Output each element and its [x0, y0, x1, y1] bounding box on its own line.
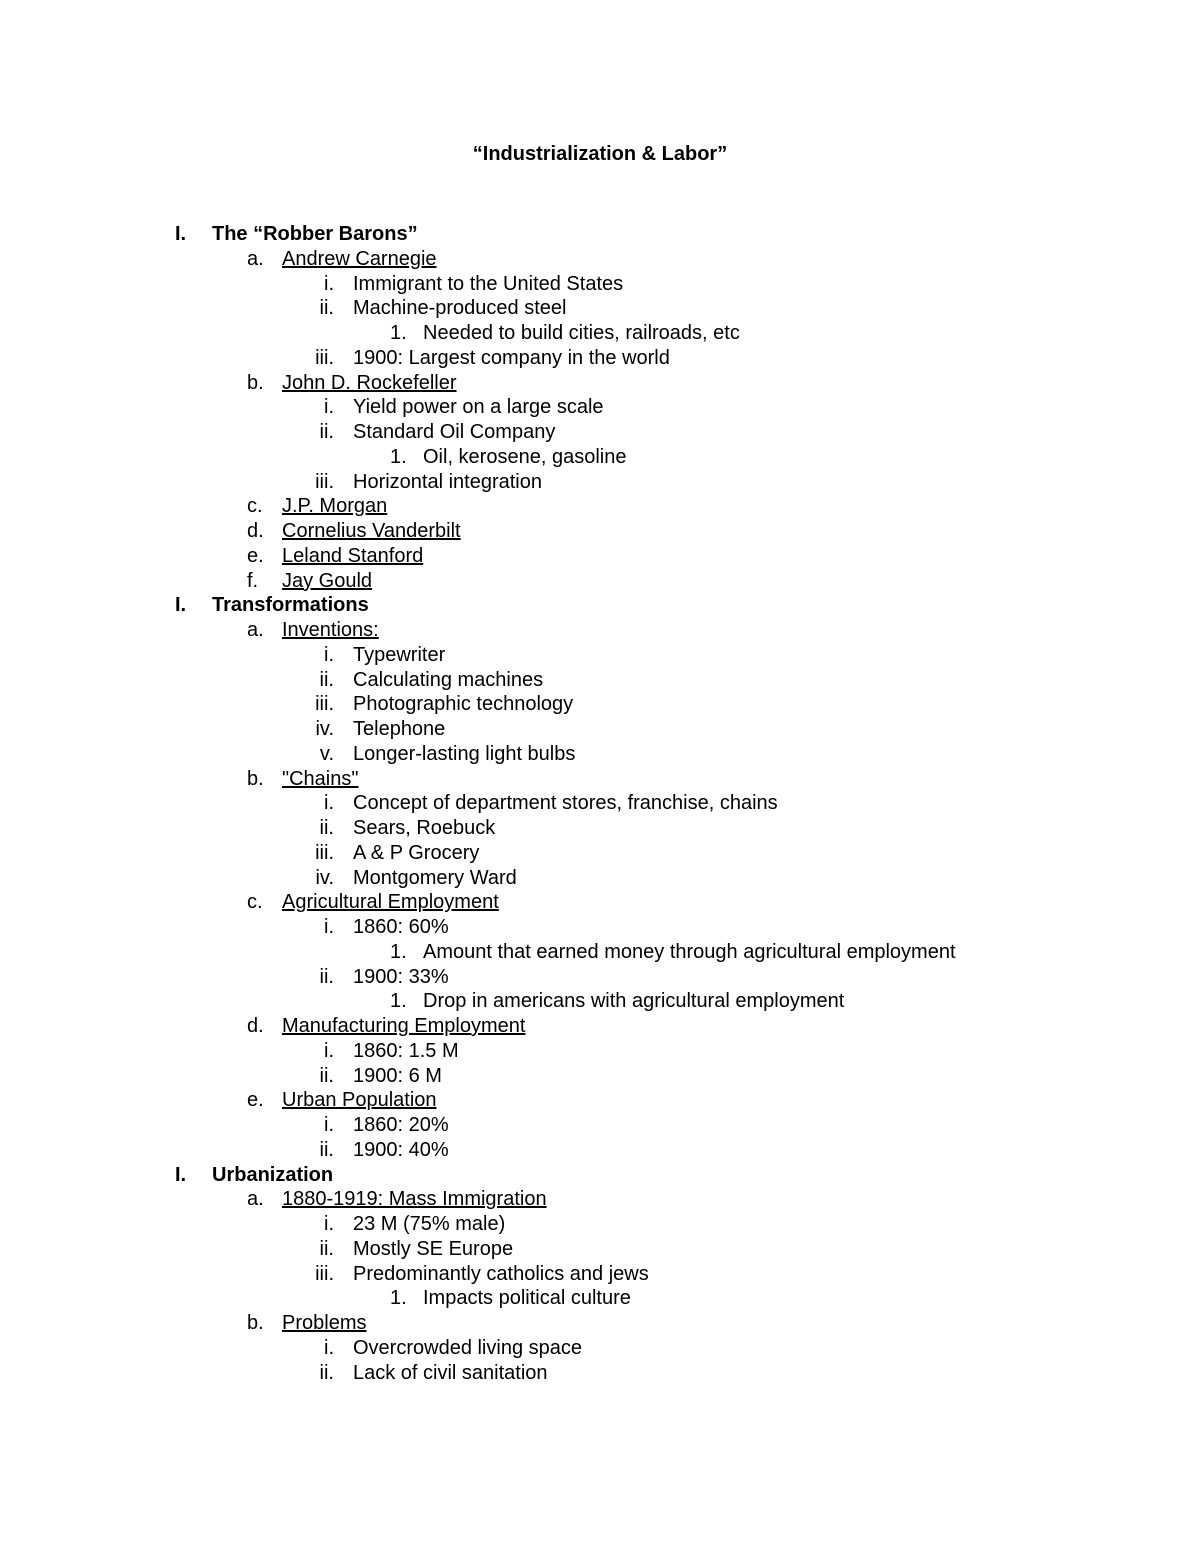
outline-item-level-3: [0, 346, 1200, 371]
outline-item-level-3: [0, 272, 1200, 297]
outline-text: 1880-1919: Mass Immigration: [282, 1188, 547, 1211]
outline-item-level-2: [0, 1187, 1200, 1212]
outline-item-level-3: [0, 742, 1200, 767]
outline-text: Predominantly catholics and jews: [353, 1262, 649, 1285]
outline-text: Manufacturing Employment: [282, 1015, 526, 1037]
outline-text: Sears, Roebuck: [353, 817, 496, 839]
outline-item-level-2: [0, 519, 1200, 544]
outline-marker: ii.: [319, 1237, 334, 1260]
outline-text: The “Robber Barons”: [212, 223, 418, 245]
outline-marker: e.: [247, 544, 264, 567]
outline-marker: i.: [324, 792, 334, 815]
outline-text: Typewriter: [353, 643, 446, 666]
outline-marker: i.: [324, 396, 334, 419]
outline-marker: a.: [247, 1188, 264, 1211]
outline-item-level-3: [0, 1262, 1200, 1287]
outline-text: 1860: 60%: [353, 916, 449, 938]
outline-marker: 1.: [390, 322, 407, 344]
outline-text: Telephone: [353, 718, 446, 740]
outline-marker: ii.: [319, 1138, 334, 1161]
outline-marker: i.: [324, 1039, 334, 1062]
outline-marker: ii.: [319, 1361, 334, 1384]
outline-marker: d.: [247, 1015, 264, 1037]
outline-item-level-2: [0, 767, 1200, 792]
outline-item-level-2: [0, 890, 1200, 915]
outline-marker: i.: [324, 643, 334, 666]
outline-text: Leland Stanford: [282, 544, 424, 567]
outline-marker: 1.: [390, 990, 407, 1013]
outline-item-level-2: [0, 569, 1200, 594]
outline-text: J.P. Morgan: [282, 495, 388, 518]
outline-text: Andrew Carnegie: [282, 247, 437, 270]
outline-text: 1860: 20%: [353, 1114, 449, 1136]
outline-marker: 1.: [390, 940, 407, 963]
outline-marker: 1.: [390, 445, 407, 468]
outline-text: Transformations: [212, 594, 369, 617]
outline-text: Yield power on a large scale: [353, 396, 604, 419]
outline-marker: ii.: [319, 668, 334, 691]
outline-marker: ii.: [319, 965, 334, 988]
outline-text: A & P Grocery: [353, 841, 480, 864]
outline-marker: b.: [247, 371, 264, 394]
outline-marker: I.: [175, 223, 187, 245]
outline-marker: c.: [247, 495, 263, 518]
outline-item-level-2: [0, 544, 1200, 569]
outline-item-level-3: [0, 668, 1200, 693]
outline-text: 1900: 6 M: [353, 1064, 442, 1087]
outline-item-level-3: [0, 692, 1200, 717]
document-title: “Industrialization & Labor”: [472, 143, 728, 165]
outline-item-level-2: [0, 371, 1200, 396]
outline-marker: iv.: [315, 866, 334, 889]
outline-text: Problems: [282, 1312, 367, 1334]
outline-marker: f.: [247, 569, 259, 592]
outline-text: Mostly SE Europe: [353, 1237, 514, 1260]
outline-text: Urbanization: [212, 1163, 334, 1186]
outline-text: Lack of civil sanitation: [353, 1361, 548, 1384]
outline-text: Urban Population: [282, 1089, 437, 1112]
outline-text: Amount that earned money through agricultural employment: [423, 940, 956, 963]
outline-item-level-2: [0, 1014, 1200, 1039]
outline-item-level-3: [0, 420, 1200, 445]
outline-text: Oil, kerosene, gasoline: [423, 445, 627, 468]
outline-marker: iii.: [315, 693, 334, 716]
outline-item-level-3: [0, 1138, 1200, 1163]
outline-marker: I.: [175, 1163, 187, 1186]
outline-item-level-3: [0, 1336, 1200, 1361]
outline-marker: iv.: [315, 718, 334, 740]
outline-text: Horizontal integration: [353, 470, 542, 493]
outline-item-level-3: [0, 1237, 1200, 1262]
outline-item-level-3: [0, 965, 1200, 990]
outline-text: 1900: Largest company in the world: [353, 346, 670, 369]
outline-text: 1900: 40%: [353, 1138, 449, 1161]
outline-text: Cornelius Vanderbilt: [282, 520, 461, 542]
outline-marker: v.: [319, 742, 334, 765]
outline-text: Overcrowded living space: [353, 1336, 582, 1359]
outline-item-level-3: [0, 717, 1200, 742]
outline-item-level-3: [0, 470, 1200, 495]
outline-marker: d.: [247, 520, 264, 542]
outline-marker: i.: [324, 1336, 334, 1359]
outline-text: Agricultural Employment: [282, 891, 499, 914]
outline-marker: ii.: [319, 1064, 334, 1087]
outline-marker: a.: [247, 619, 264, 641]
outline-marker: e.: [247, 1089, 264, 1112]
outline-item-level-1: [0, 593, 1200, 618]
outline-item-level-2: [0, 1311, 1200, 1336]
outline-item-level-4: [0, 989, 1200, 1014]
outline-text: John D. Rockefeller: [282, 371, 457, 394]
outline: [0, 222, 1200, 1385]
outline-text: Inventions:: [282, 619, 379, 641]
outline-item-level-4: [0, 940, 1200, 965]
outline-text: Immigrant to the United States: [353, 272, 624, 295]
outline-text: Jay Gould: [282, 569, 373, 592]
outline-text: "Chains": [282, 767, 359, 790]
outline-item-level-3: [0, 1113, 1200, 1138]
outline-text: 23 M (75% male): [353, 1213, 506, 1235]
outline-item-level-3: [0, 841, 1200, 866]
outline-item-level-1: [0, 1163, 1200, 1188]
outline-marker: iii.: [315, 841, 334, 864]
outline-marker: 1.: [390, 1287, 407, 1310]
outline-item-level-2: [0, 618, 1200, 643]
outline-item-level-2: [0, 494, 1200, 519]
outline-item-level-3: [0, 866, 1200, 891]
outline-item-level-4: [0, 1286, 1200, 1311]
outline-marker: iii.: [315, 346, 334, 369]
outline-text: Longer-lasting light bulbs: [353, 742, 576, 765]
outline-marker: b.: [247, 1312, 264, 1334]
outline-item-level-1: [0, 222, 1200, 247]
outline-item-level-3: [0, 816, 1200, 841]
outline-text: Machine-produced steel: [353, 297, 567, 320]
outline-item-level-3: [0, 643, 1200, 668]
outline-marker: ii.: [319, 297, 334, 320]
outline-marker: c.: [247, 891, 263, 914]
outline-text: Impacts political culture: [423, 1287, 631, 1310]
outline-item-level-4: [0, 321, 1200, 346]
outline-marker: i.: [324, 272, 334, 295]
outline-text: Photographic technology: [353, 693, 574, 716]
outline-text: Calculating machines: [353, 668, 544, 691]
outline-item-level-3: [0, 1361, 1200, 1386]
outline-text: Concept of department stores, franchise, chains: [353, 792, 778, 815]
outline-item-level-3: [0, 1039, 1200, 1064]
outline-marker: iii.: [315, 1262, 334, 1285]
outline-marker: i.: [324, 916, 334, 938]
outline-text: Montgomery Ward: [353, 866, 517, 889]
outline-item-level-3: [0, 1064, 1200, 1089]
outline-marker: b.: [247, 767, 264, 790]
outline-marker: ii.: [319, 421, 334, 443]
outline-item-level-3: [0, 915, 1200, 940]
outline-text: 1860: 1.5 M: [353, 1039, 459, 1062]
outline-item-level-2: [0, 247, 1200, 272]
outline-item-level-3: [0, 296, 1200, 321]
outline-item-level-4: [0, 445, 1200, 470]
outline-text: Standard Oil Company: [353, 421, 556, 443]
outline-text: Needed to build cities, railroads, etc: [423, 322, 740, 344]
outline-item-level-3: [0, 791, 1200, 816]
outline-text: Drop in americans with agricultural employment: [423, 990, 845, 1013]
outline-text: 1900: 33%: [353, 965, 449, 988]
outline-marker: I.: [175, 594, 187, 617]
outline-marker: i.: [324, 1114, 334, 1136]
outline-marker: ii.: [319, 817, 334, 839]
outline-marker: a.: [247, 247, 264, 270]
outline-item-level-2: [0, 1088, 1200, 1113]
outline-item-level-3: [0, 1212, 1200, 1237]
outline-item-level-3: [0, 395, 1200, 420]
outline-marker: iii.: [315, 470, 334, 493]
outline-marker: i.: [324, 1213, 334, 1235]
